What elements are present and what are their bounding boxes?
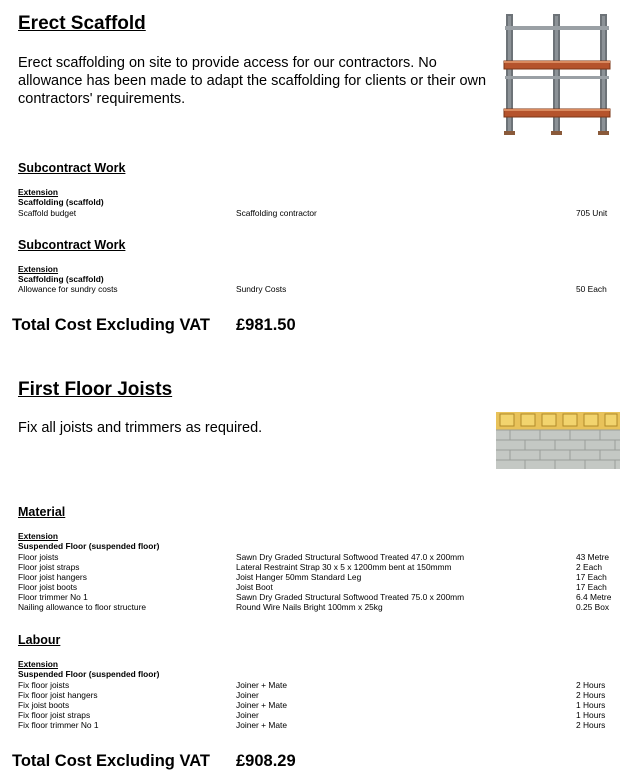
category-label: Scaffolding (scaffold) (18, 197, 104, 207)
row-detail: Joist Boot (236, 582, 273, 592)
category-label: Suspended Floor (suspended floor) (18, 541, 160, 551)
group-heading-material: Material (18, 505, 66, 519)
row-item: Floor joist hangers (18, 572, 87, 582)
total-amount: £908.29 (236, 752, 296, 770)
section-description-erect-scaffold: Erect scaffolding on site to provide access for our contractors. No allowance has been made to adapt the scaffolding for clients or their own contractors' requirements. (18, 55, 487, 107)
row-detail: Joiner + Mate (236, 700, 287, 710)
table-row (18, 592, 612, 602)
row-quantity: 50 Each (576, 284, 607, 294)
group-heading-labour: Labour (18, 633, 61, 647)
row-item: Fix floor trimmer No 1 (18, 720, 99, 730)
row-detail: Sawn Dry Graded Structural Softwood Treated 47.0 x 200mm (236, 552, 465, 562)
row-item: Floor trimmer No 1 (18, 592, 88, 602)
row-item: Nailing allowance to floor structure (18, 602, 147, 612)
row-item: Floor joists (18, 552, 59, 562)
row-quantity: 6.4 Metre (576, 592, 612, 602)
extension-label: Extension (18, 659, 59, 669)
section-title-first-floor-joists: First Floor Joists (18, 379, 173, 400)
extension-label: Extension (18, 531, 59, 541)
section-title-erect-scaffold: Erect Scaffold (18, 13, 146, 34)
row-detail: Scaffolding contractor (236, 208, 317, 218)
table-row (18, 284, 612, 294)
row-detail: Joiner + Mate (236, 680, 287, 690)
extension-label: Extension (18, 187, 59, 197)
total-cost-line (12, 752, 296, 771)
row-quantity: 43 Metre (576, 552, 610, 562)
row-item: Floor joist straps (18, 562, 80, 572)
table-row (18, 582, 612, 592)
row-item: Floor joist boots (18, 582, 78, 592)
table-row (18, 208, 612, 218)
row-item: Scaffold budget (18, 208, 77, 218)
total-label: Total Cost Excluding VAT (12, 752, 210, 770)
row-detail: Joiner (236, 710, 259, 720)
row-quantity: 2 Hours (576, 720, 606, 730)
table-row (18, 562, 612, 572)
scaffold-icon (503, 14, 611, 136)
row-quantity: 1 Hours (576, 700, 606, 710)
row-item: Fix floor joist hangers (18, 690, 98, 700)
category-label: Scaffolding (scaffold) (18, 274, 104, 284)
row-quantity: 2 Each (576, 562, 603, 572)
table-row (18, 710, 612, 720)
row-quantity: 2 Hours (576, 690, 606, 700)
table-row (18, 552, 612, 562)
row-detail: Joiner + Mate (236, 720, 287, 730)
row-item: Fix floor joists (18, 680, 70, 690)
table-row (18, 690, 612, 700)
total-label: Total Cost Excluding VAT (12, 316, 210, 334)
row-quantity: 1 Hours (576, 710, 606, 720)
group-heading-subcontract-work: Subcontract Work (18, 238, 126, 252)
table-row (18, 700, 612, 710)
total-cost-line (12, 316, 296, 335)
row-quantity: 17 Each (576, 572, 607, 582)
total-amount: £981.50 (236, 316, 296, 334)
table-row (18, 680, 612, 690)
row-item: Allowance for sundry costs (18, 284, 118, 294)
row-item: Fix floor joist straps (18, 710, 91, 720)
row-quantity: 17 Each (576, 582, 607, 592)
row-item: Fix joist boots (18, 700, 70, 710)
row-quantity: 2 Hours (576, 680, 606, 690)
row-detail: Sawn Dry Graded Structural Softwood Treated 75.0 x 200mm (236, 592, 465, 602)
group-heading-subcontract-work: Subcontract Work (18, 161, 126, 175)
row-detail: Lateral Restraint Strap 30 x 5 x 1200mm bent at 150mmm (236, 562, 452, 572)
extension-label: Extension (18, 264, 59, 274)
table-row (18, 602, 612, 612)
row-detail: Joiner (236, 690, 259, 700)
table-row (18, 720, 612, 730)
table-row (18, 572, 612, 582)
section-description-first-floor-joists: Fix all joists and trimmers as required. (18, 420, 263, 436)
category-label: Suspended Floor (suspended floor) (18, 669, 160, 679)
row-detail: Sundry Costs (236, 284, 287, 294)
row-quantity: 0.25 Box (576, 602, 610, 612)
row-detail: Round Wire Nails Bright 100mm x 25kg (236, 602, 383, 612)
floor-joists-icon (496, 412, 620, 469)
row-quantity: 705 Unit (576, 208, 608, 218)
row-detail: Joist Hanger 50mm Standard Leg (236, 572, 362, 582)
